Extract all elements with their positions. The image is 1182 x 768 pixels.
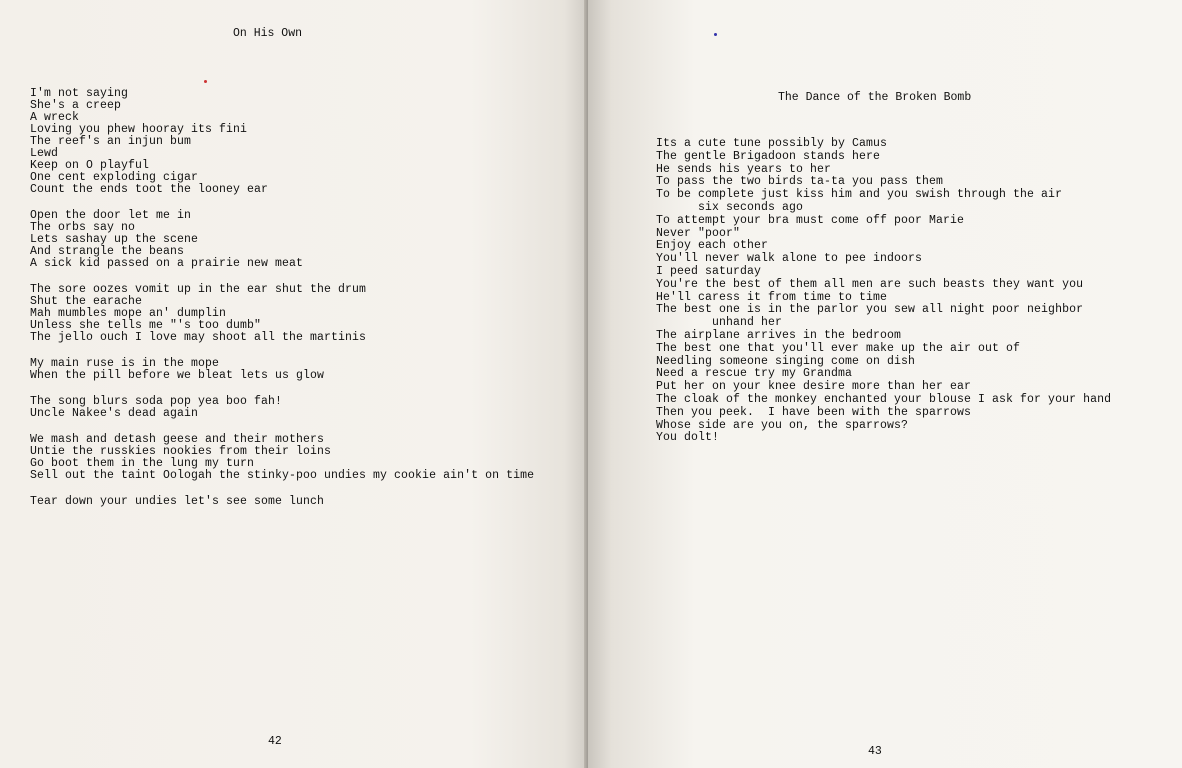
poem-line: Mah mumbles mope an' dumplin bbox=[30, 307, 227, 320]
right-page-number: 43 bbox=[868, 745, 882, 758]
poem-line: Count the ends toot the looney ear bbox=[30, 183, 269, 196]
stanza-break bbox=[30, 382, 534, 396]
poem-line: Loving you phew hooray its fini bbox=[30, 123, 248, 136]
poem-line: Keep on O playful bbox=[30, 159, 150, 172]
poem-line: We mash and detash geese and their mothers bbox=[30, 433, 325, 446]
left-page-number: 42 bbox=[268, 735, 282, 748]
poem-line: You'll never walk alone to pee indoors bbox=[656, 252, 923, 266]
poem-line: Then you peek. I have been with the sparrows bbox=[656, 405, 972, 419]
poem-line: My main ruse is in the mope bbox=[30, 357, 220, 370]
poem-line: Lewd bbox=[30, 147, 59, 160]
poem-line: He sends his years to her bbox=[656, 162, 832, 176]
stanza-break bbox=[30, 482, 534, 496]
right-page-title: The Dance of the Broken Bomb bbox=[778, 91, 972, 104]
poem-line: Its a cute tune possibly by Camus bbox=[656, 137, 888, 150]
right-poem bbox=[656, 138, 1111, 445]
ink-speck bbox=[714, 33, 717, 36]
stanza-break bbox=[30, 196, 534, 210]
ink-speck bbox=[204, 80, 207, 83]
poem-line: To attempt your bra must come off poor Marie bbox=[656, 213, 965, 227]
poem-line: The best one is in the parlor you sew all night poor neighbor bbox=[656, 303, 1084, 317]
left-poem bbox=[30, 88, 534, 508]
poem-line: Put her on your knee desire more than her ear bbox=[656, 380, 972, 394]
poem-line: Shut the earache bbox=[30, 295, 143, 308]
poem-line: Unless she tells me "'s too dumb" bbox=[30, 319, 262, 332]
poem-line: Uncle Nakee's dead again bbox=[30, 407, 199, 420]
poem-line: The song blurs soda pop yea boo fah! bbox=[30, 395, 283, 408]
stanza-break bbox=[30, 420, 534, 434]
poem-line: To be complete just kiss him and you swish through the air bbox=[656, 188, 1063, 202]
poem-line: The sore oozes vomit up in the ear shut the drum bbox=[30, 283, 367, 296]
poem-line: You dolt! bbox=[656, 431, 720, 445]
poem-line: The airplane arrives in the bedroom bbox=[656, 328, 902, 342]
poem-line: A sick kid passed on a prairie new meat bbox=[30, 257, 304, 270]
left-page bbox=[0, 0, 588, 768]
left-page-title: On His Own bbox=[233, 27, 303, 40]
poem-line: When the pill before we bleat lets us glow bbox=[30, 369, 325, 382]
poem-line: Open the door let me in bbox=[30, 209, 192, 222]
poem-line: The jello ouch I love may shoot all the martinis bbox=[30, 331, 367, 344]
poem-line: six seconds ago bbox=[698, 200, 804, 214]
poem-line: A wreck bbox=[30, 111, 80, 124]
poem-line: I'm not saying bbox=[30, 87, 129, 100]
poem-line: Go boot them in the lung my turn bbox=[30, 457, 255, 470]
poem-line: You're the best of them all men are such beasts they want you bbox=[656, 277, 1084, 291]
poem-line: The cloak of the monkey enchanted your blouse I ask for your hand bbox=[656, 392, 1112, 406]
right-page bbox=[588, 0, 1182, 768]
poem-line: The orbs say no bbox=[30, 221, 136, 234]
poem-line: Enjoy each other bbox=[656, 239, 769, 253]
stanza-break bbox=[30, 270, 534, 284]
poem-line: Tear down your undies let's see some lunch bbox=[30, 495, 325, 508]
poem-line: And strangle the beans bbox=[30, 245, 185, 258]
poem-line: Sell out the taint Oologah the stinky-poo undies my cookie ain't on time bbox=[30, 469, 535, 482]
poem-line: One cent exploding cigar bbox=[30, 171, 199, 184]
poem-line: Need a rescue try my Grandma bbox=[656, 367, 853, 381]
poem-line: She's a creep bbox=[30, 99, 122, 112]
poem-line: The best one that you'll ever make up the air out of bbox=[656, 341, 1021, 355]
poem-line: He'll caress it from time to time bbox=[656, 290, 888, 304]
poem-line: Never "poor" bbox=[656, 226, 741, 240]
poem-line: Needling someone singing come on dish bbox=[656, 354, 916, 368]
poem-line: The gentle Brigadoon stands here bbox=[656, 149, 881, 163]
poem-line: I peed saturday bbox=[656, 264, 762, 278]
poem-line: Whose side are you on, the sparrows? bbox=[656, 418, 909, 432]
poem-line: The reef's an injun bum bbox=[30, 135, 192, 148]
poem-line: Lets sashay up the scene bbox=[30, 233, 199, 246]
poem-line: To pass the two birds ta-ta you pass them bbox=[656, 175, 944, 189]
stanza-break bbox=[30, 344, 534, 358]
poem-line: Untie the russkies nookies from their loins bbox=[30, 445, 332, 458]
poem-line: unhand her bbox=[712, 316, 783, 330]
